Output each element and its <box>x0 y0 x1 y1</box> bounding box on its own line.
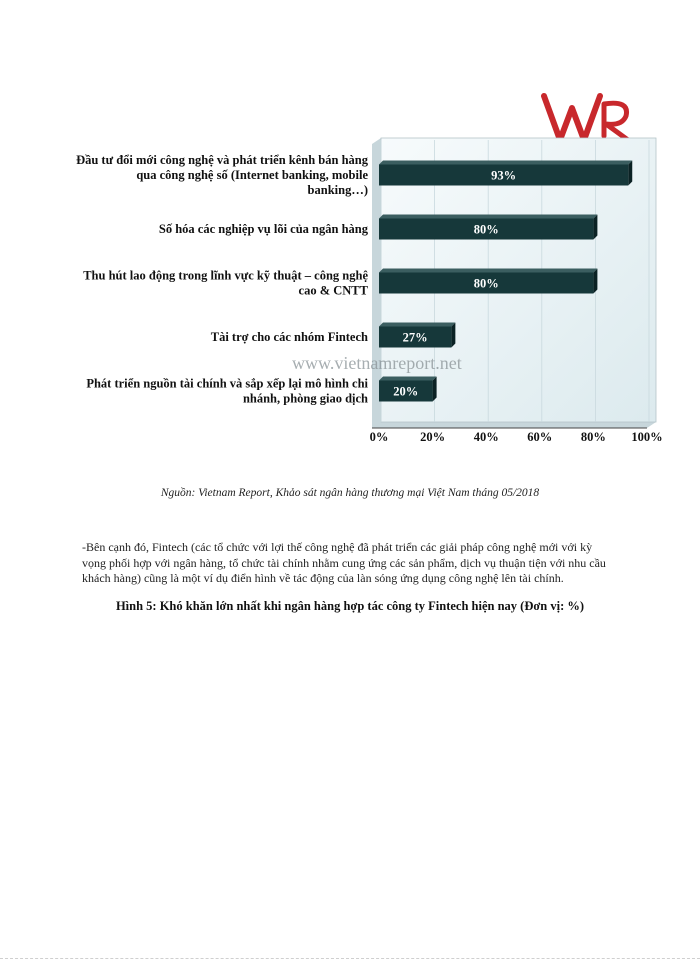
x-tick-label: 20% <box>420 430 446 444</box>
bar-top <box>379 215 597 219</box>
category-label: Phát triển nguồn tài chính và sắp xếp lại mô hình chi <box>86 376 368 391</box>
bar-top <box>379 377 437 381</box>
chart-source: Nguồn: Vietnam Report, Khảo sát ngân hàng thương mại Việt Nam tháng 05/2018 <box>160 487 540 499</box>
bar-group <box>379 323 455 348</box>
x-tick-label: 80% <box>580 430 606 444</box>
bar-group <box>379 269 597 294</box>
category-label: cao & CNTT <box>298 283 368 298</box>
category-label: Tài trợ cho các nhóm Fintech <box>210 330 368 344</box>
bar-top <box>379 161 632 165</box>
category-label: Đầu tư đổi mới công nghệ và phát triển kênh bán hàng <box>76 153 368 167</box>
bar-value-label: 93% <box>491 168 517 183</box>
chart <box>0 0 700 460</box>
bar-value-label: 20% <box>393 384 419 399</box>
figure-title: Hình 5: Khó khăn lớn nhất khi ngân hàng hợp tác công ty Fintech hiện nay (Đơn vị: %) <box>115 599 585 613</box>
x-tick-label: 0% <box>369 430 389 444</box>
bar-side <box>593 215 597 240</box>
bar-group <box>379 215 597 240</box>
footer-divider <box>0 958 700 959</box>
bar-value-label: 80% <box>473 222 499 237</box>
category-label: banking…) <box>307 183 368 197</box>
body-paragraph: -Bên cạnh đó, Fintech (các tổ chức với lợi thế công nghệ đã phát triển các giải pháp công nghệ mới với kỳ vọng phối hợp với ngân hàng, tổ chức tài chính nhằm cung ứng các sản phẩm, dịch vụ thuận tiện với nhu cầu khách hàng) cũng là một ví dụ điển hình về tác động của làn sóng ứng dụng công nghệ lên tài chính. <box>82 540 606 585</box>
bar-top <box>379 323 455 327</box>
bar-value-label: 80% <box>473 276 499 291</box>
x-tick-label: 100% <box>631 430 663 444</box>
watermark: www.vietnamreport.net <box>292 353 462 373</box>
bar-side <box>628 161 632 186</box>
bar-group <box>379 161 632 186</box>
x-tick-label: 40% <box>473 430 499 444</box>
bar-side <box>451 323 455 348</box>
bar-side <box>593 269 597 294</box>
x-tick-label: 60% <box>527 430 553 444</box>
bar-top <box>379 269 597 273</box>
category-label: nhánh, phòng giao dịch <box>242 391 368 406</box>
category-label: Số hóa các nghiệp vụ lõi của ngân hàng <box>158 222 368 236</box>
bar-value-label: 27% <box>402 330 428 345</box>
category-label: Thu hút lao động trong lĩnh vực kỹ thuật – công nghệ <box>83 268 368 283</box>
category-label: qua công nghệ số (Internet banking, mobile <box>136 168 368 182</box>
bar-group <box>379 377 437 402</box>
bar-side <box>433 377 437 402</box>
x-tick-labels <box>370 430 663 444</box>
